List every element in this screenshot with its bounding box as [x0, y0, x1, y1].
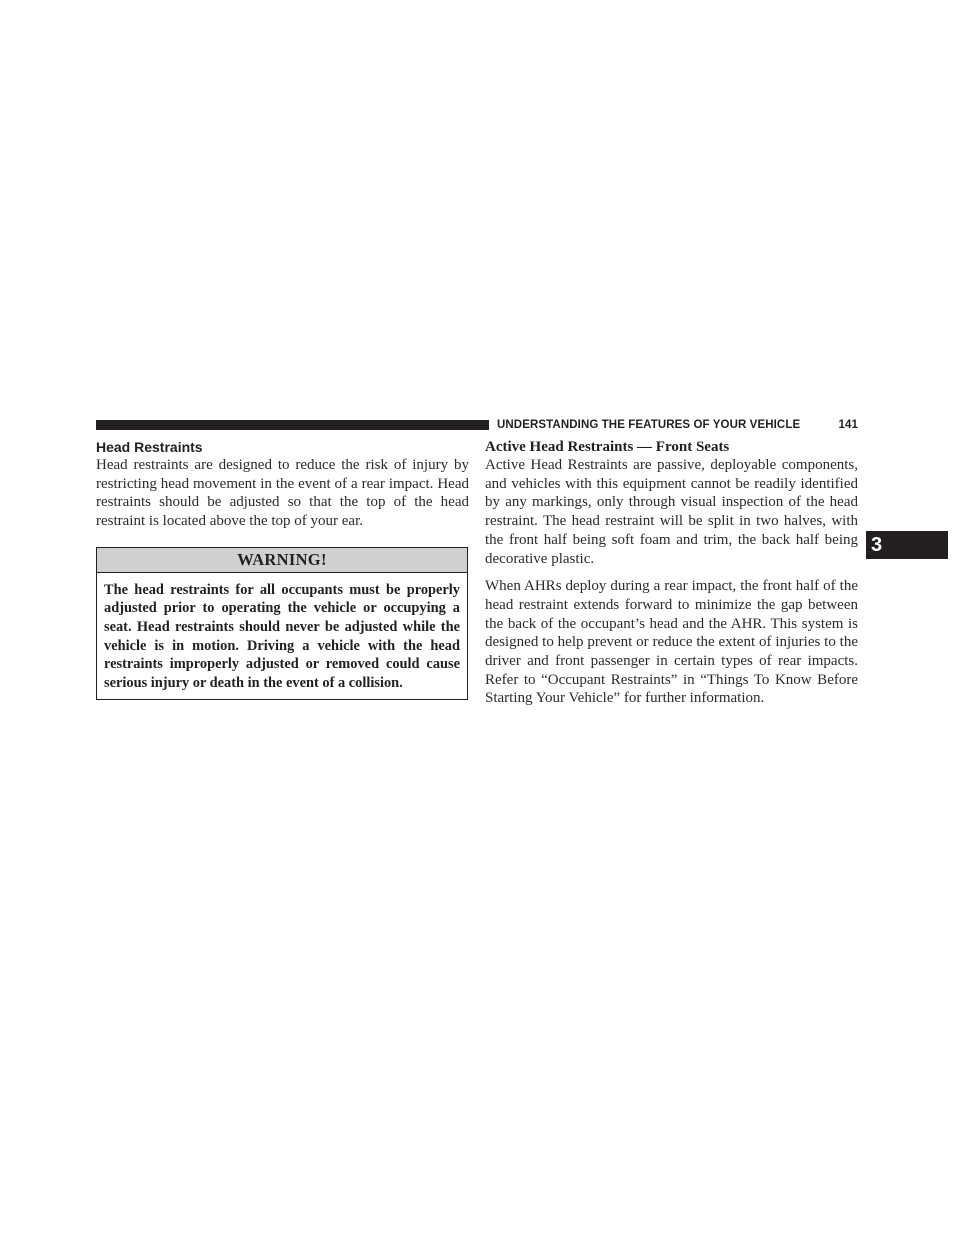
page-number: 141 — [838, 419, 858, 431]
head-restraints-paragraph: Head restraints are designed to reduce the risk of injury by restricting head movement in the event of a rear impact. Head restraints should be adjusted so that the top of the head restraint is located above the top of your ear. — [96, 457, 469, 530]
left-column — [96, 438, 469, 700]
warning-text: The head restraints for all occupants must be properly adjusted prior to operating the vehicle or occupying a seat. Head restraints should never be adjusted while the vehicle is in motion. Driving a vehicle with the head restraints improperly adjusted or removed could cause serious injury or death in the event of a collision. — [104, 581, 460, 691]
head-restraints-heading: Head Restraints — [96, 439, 203, 455]
section-title: UNDERSTANDING THE FEATURES OF YOUR VEHICLE — [497, 419, 801, 431]
active-head-restraints-heading: Active Head Restraints — Front Seats — [485, 439, 730, 455]
ahr-paragraph-2: When AHRs deploy during a rear impact, the front half of the head restraint extends forward to minimize the gap between the back of the occupant’s head and the AHR. This system is designed to help prevent or reduce the extent of injuries to the driver and front passenger in certain types of rear impacts. Refer to “Occupant Restraints” in “Things To Know Before Starting Your Vehicle” for further information. — [485, 578, 858, 707]
ahr-paragraph-1: Active Head Restraints are passive, deployable components, and vehicles with this equipment cannot be readily identified by any markings, only through visual inspection of the head restraint. The head restraint will be split in two halves, with the front half being soft foam and trim, the back half being decorative plastic. — [485, 457, 858, 567]
right-column — [485, 438, 858, 708]
warning-box — [96, 547, 468, 701]
chapter-tab: 3 — [866, 531, 948, 559]
warning-title: WARNING! — [97, 548, 467, 573]
header-rule — [96, 420, 489, 430]
running-header — [497, 418, 858, 432]
